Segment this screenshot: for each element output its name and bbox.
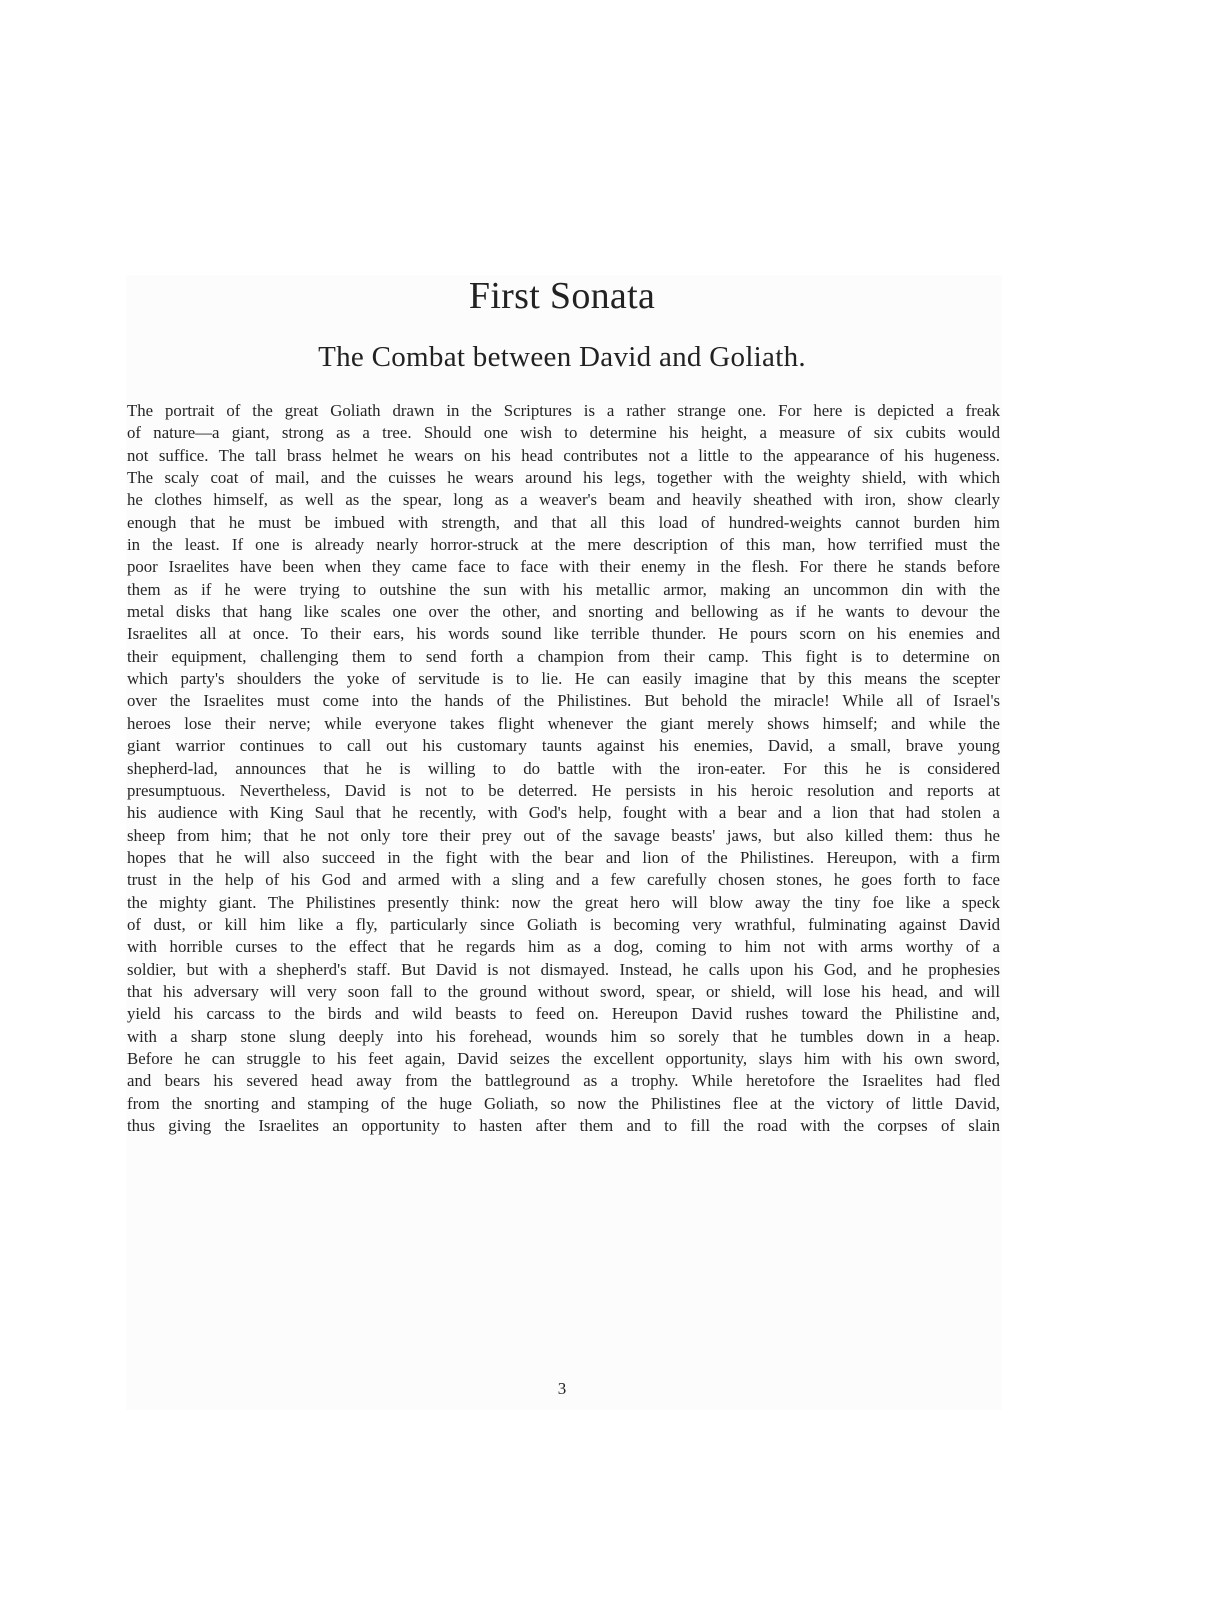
paragraph-line: his audience with King Saul that he recently, with God's help, fought with a bear and a lion that had stolen a [127, 803, 1000, 823]
paragraph-line: of dust, or kill him like a fly, particularly since Goliath is becoming very wrathful, fulminating against David [127, 914, 1000, 934]
paragraph-line: with horrible curses to the effect that he regards him as a dog, coming to him not with arms worthy of a [127, 937, 1000, 957]
page-subtitle: The Combat between David and Goliath. [318, 341, 806, 373]
paragraph-line: that his adversary will very soon fall to the ground without sword, spear, or shield, will lose his head, and will [127, 981, 1000, 1001]
page-title: First Sonata [468, 275, 656, 317]
paragraph-line: and bears his severed head away from the battleground as a trophy. While heretofore the Israelites had fled [127, 1071, 1000, 1091]
paragraph-line: which party's shoulders the yoke of servitude is to lie. He can easily imagine that by this means the scepter [127, 669, 1000, 689]
paragraph-line: their equipment, challenging them to send forth a champion from their camp. This fight is to determine on [127, 646, 1000, 666]
paragraph-line: from the snorting and stamping of the huge Goliath, so now the Philistines flee at the victory of little David, [127, 1093, 1000, 1113]
paragraph-line: the mighty giant. The Philistines presently think: now the great hero will blow away the tiny foe like a speck [127, 892, 1000, 912]
paragraph-line: in the least. If one is already nearly horror-struck at the mere description of this man, how terrified must the [127, 535, 1000, 555]
paragraph-line: thus giving the Israelites an opportunity to hasten after them and to fill the road with the corpses of slain [127, 1116, 1000, 1135]
paragraph-line: Before he can struggle to his feet again, David seizes the excellent opportunity, slays him with his own sword, [127, 1048, 1000, 1068]
paragraph-line: The portrait of the great Goliath drawn in the Scriptures is a rather strange one. For here is depicted a freak [127, 401, 1000, 420]
paragraph-line: yield his carcass to the birds and wild beasts to feed on. Hereupon David rushes toward the Philistine and, [127, 1004, 1000, 1024]
paragraph-line: giant warrior continues to call out his customary taunts against his enemies, David, a small, brave young [127, 736, 1000, 756]
body-paragraph [127, 400, 1000, 1137]
paragraph-line: heroes lose their nerve; while everyone takes flight whenever the giant merely shows himself; and while the [127, 713, 1000, 733]
paragraph-line: enough that he must be imbued with strength, and that all this load of hundred-weights cannot burden him [127, 512, 1000, 532]
paragraph-line: trust in the help of his God and armed with a sling and a few carefully chosen stones, he goes forth to face [127, 870, 1000, 890]
paragraph-line: them as if he were trying to outshine the sun with his metallic armor, making an uncommon din with the [127, 579, 1000, 599]
paragraph-line: shepherd-lad, announces that he is willing to do battle with the iron-eater. For this he is considered [127, 758, 1000, 778]
paragraph-line: over the Israelites must come into the hands of the Philistines. But behold the miracle! While all of Israel's [127, 691, 1000, 711]
paragraph-line: poor Israelites have been when they came face to face with their enemy in the flesh. For there he stands before [127, 557, 1000, 577]
paragraph-line: of nature—a giant, strong as a tree. Should one wish to determine his height, a measure of six cubits would [127, 423, 1000, 443]
paragraph-line: presumptuous. Nevertheless, David is not to be deterred. He persists in his heroic resolution and reports at [127, 780, 1000, 800]
paragraph-line: not suffice. The tall brass helmet he wears on his head contributes not a little to the appearance of his hugeness. [127, 445, 1000, 465]
paragraph-line: sheep from him; that he not only tore their prey out of the savage beasts' jaws, but also killed them: thus he [127, 825, 1000, 845]
paragraph-line: Israelites all at once. To their ears, his words sound like terrible thunder. He pours scorn on his enemies and [127, 624, 1000, 644]
paragraph-line: metal disks that hang like scales one over the other, and snorting and bellowing as if he wants to devour the [127, 602, 1000, 622]
paragraph-line: with a sharp stone slung deeply into his forehead, wounds him so sorely that he tumbles down in a heap. [127, 1026, 1000, 1046]
paragraph-line: he clothes himself, as well as the spear, long as a weaver's beam and heavily sheathed with iron, show clearly [127, 490, 1000, 510]
paragraph-line: hopes that he will also succeed in the fight with the bear and lion of the Philistines. Hereupon, with a firm [127, 847, 1000, 867]
page-number: 3 [557, 1379, 567, 1398]
paragraph-line: soldier, but with a shepherd's staff. But David is not dismayed. Instead, he calls upon his God, and he prophesies [127, 959, 1000, 979]
paragraph-line: The scaly coat of mail, and the cuisses he wears around his legs, together with the weighty shield, with which [127, 468, 1000, 488]
